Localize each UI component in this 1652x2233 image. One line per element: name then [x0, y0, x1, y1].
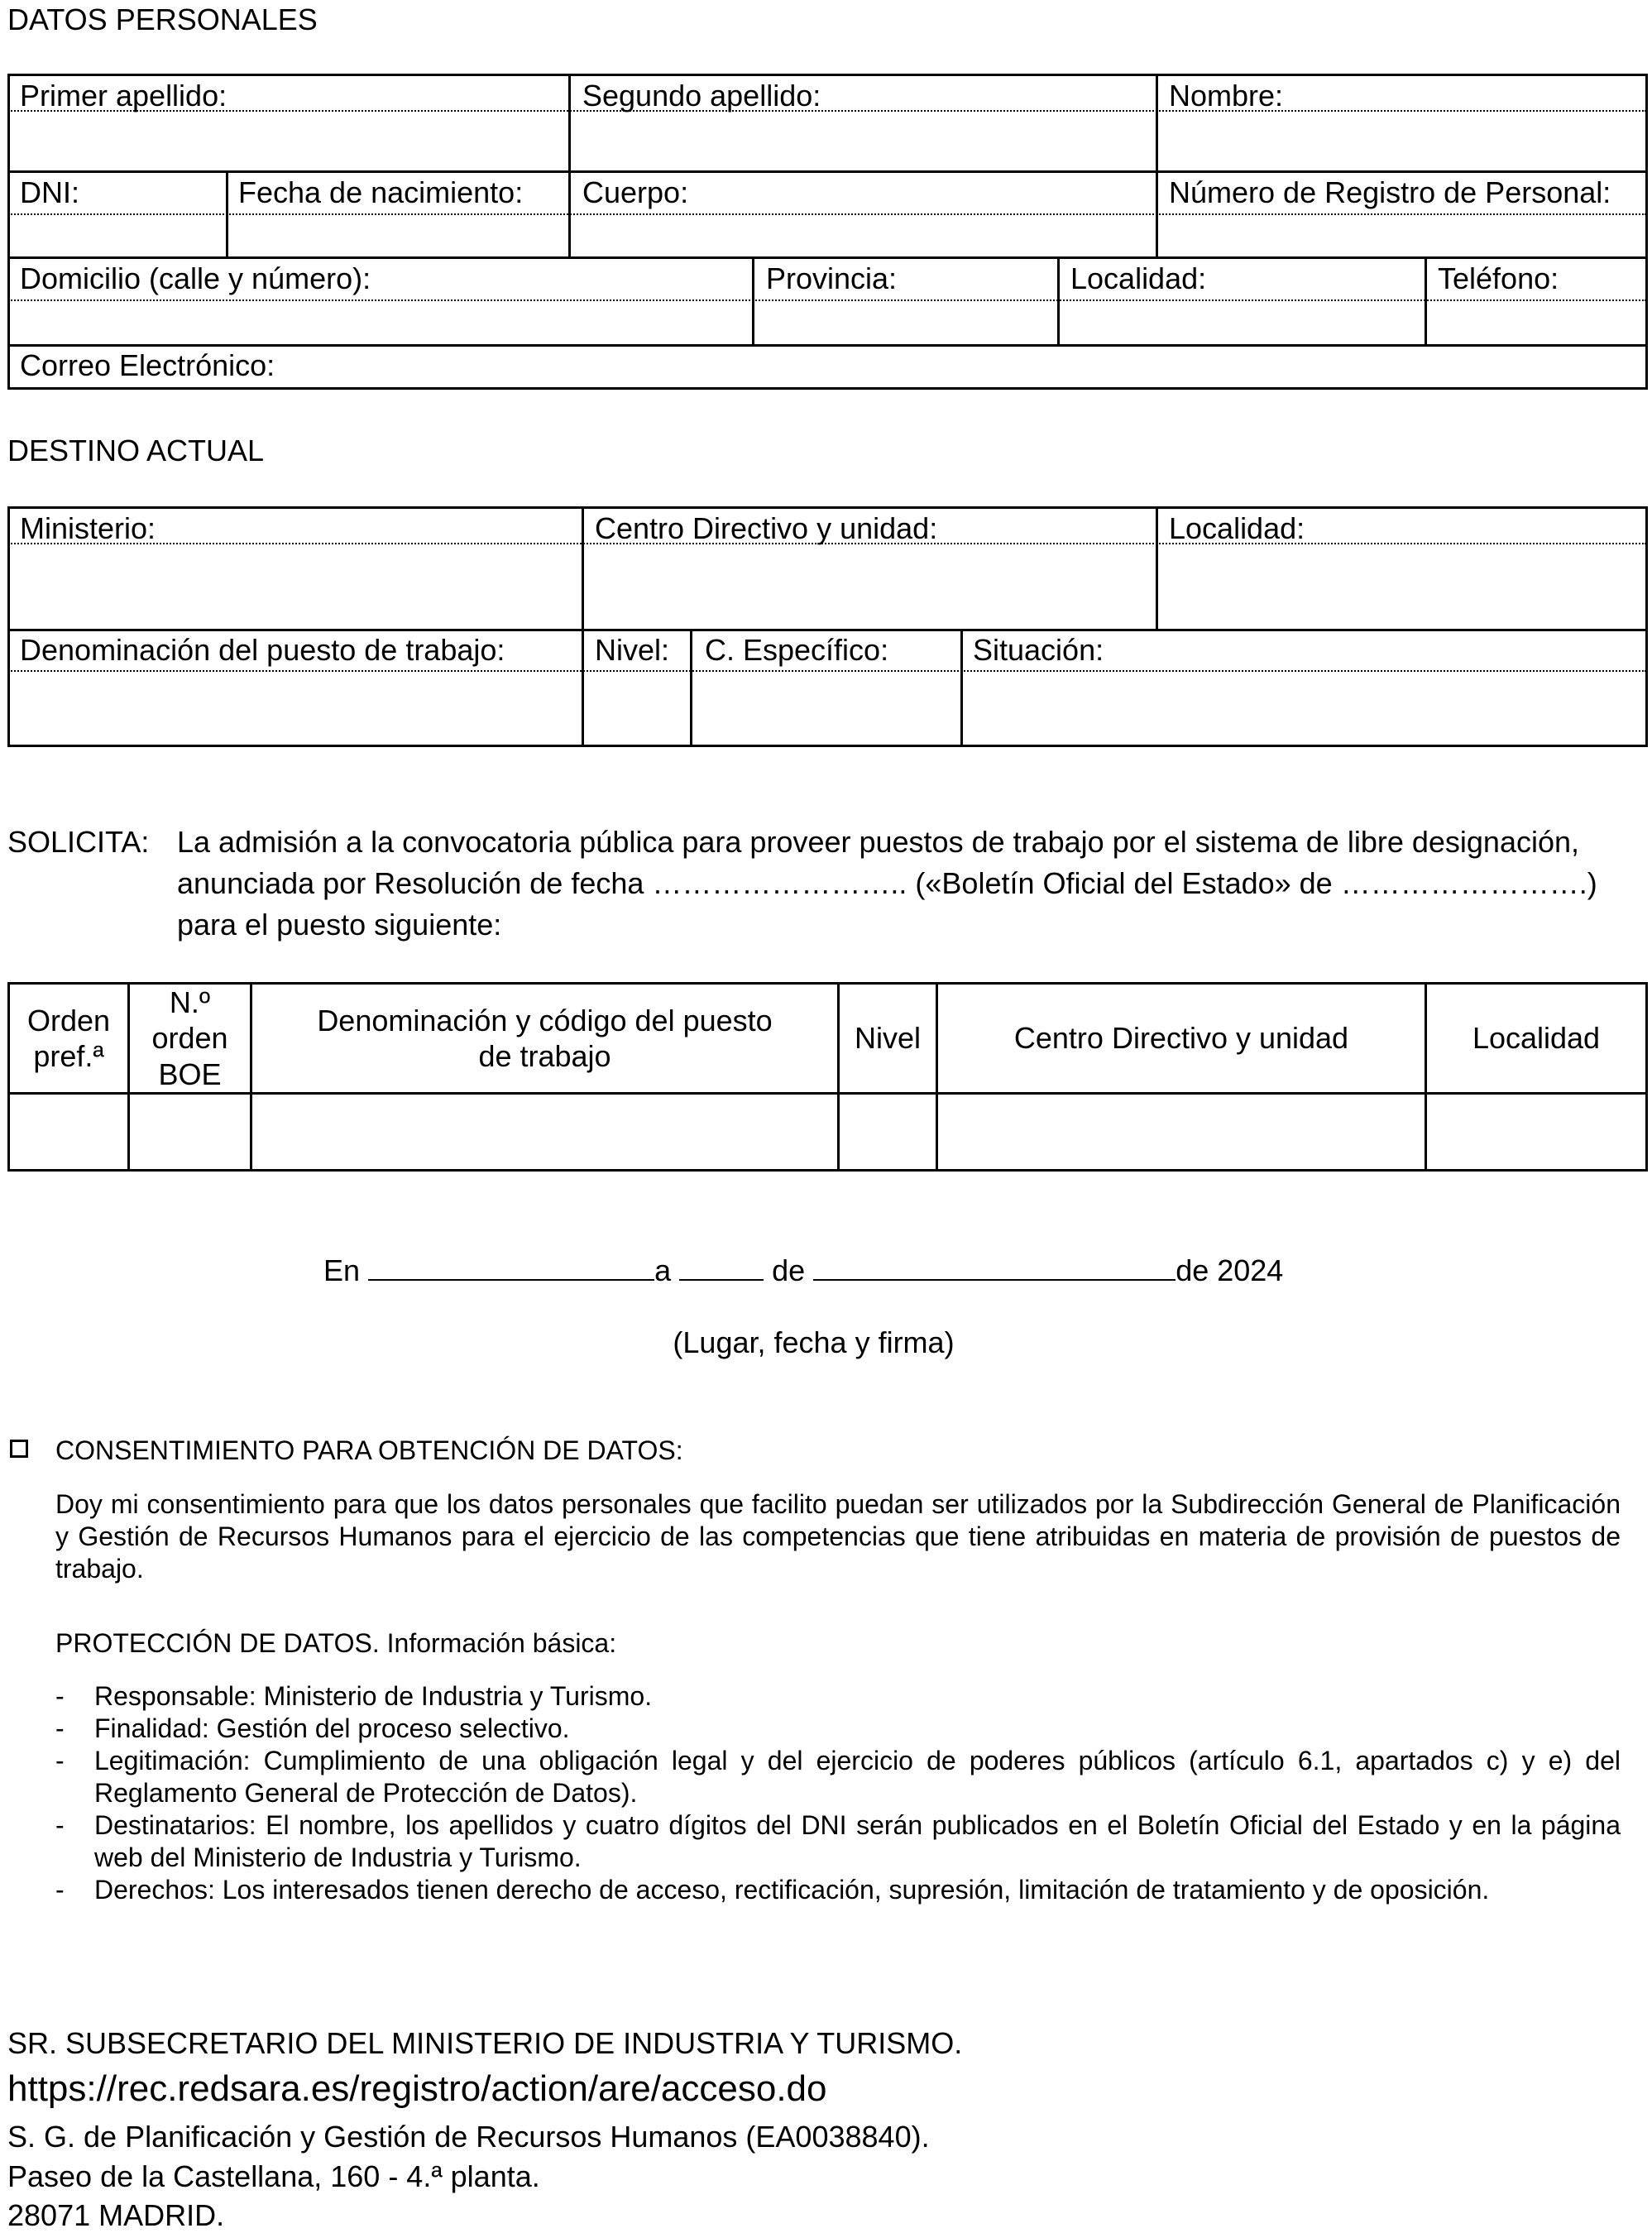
telefono-field[interactable]: [1429, 302, 1645, 343]
label-localidad: Localidad:: [1070, 261, 1207, 295]
label-situacion: Situación:: [973, 633, 1104, 667]
label-ministerio: Ministerio:: [20, 511, 156, 545]
provincia-field[interactable]: [756, 302, 1056, 343]
solicita-line-1: La admisión a la convocatoria pública para proveer puestos de trabajo por el sistema de libre designación,: [177, 825, 1580, 859]
consent-checkbox[interactable]: [10, 1440, 28, 1458]
data-protection-item: - Legitimación: Cumplimiento de una obligación legal y del ejercicio de poderes públicos (artículo 6.1, apartados c) y e) del Reglamento General de Protección de Datos).: [55, 1746, 1621, 1809]
street-address: Paseo de la Castellana, 160 - 4.ª planta.: [7, 2159, 540, 2193]
data-protection-item: - Responsable: Ministerio de Industria y Turismo.: [55, 1681, 653, 1711]
denominacion-field[interactable]: [10, 673, 580, 745]
unit-name: S. G. de Planificación y Gestión de Recursos Humanos (EA0038840).: [7, 2120, 930, 2154]
section-title-destino: DESTINO ACTUAL: [7, 434, 265, 467]
data-protection-list: [55, 1680, 1621, 1906]
dni-field[interactable]: [10, 216, 224, 255]
primer-apellido-field[interactable]: [10, 113, 567, 169]
label-denominacion: Denominación del puesto de trabajo:: [20, 633, 505, 667]
addressee: SR. SUBSECRETARIO DEL MINISTERIO DE INDUSTRIA Y TURISMO.: [7, 2026, 963, 2060]
label-segundo-apellido: Segundo apellido:: [582, 79, 821, 113]
consent-text: Doy mi consentimiento para que los datos personales que facilito puedan ser utilizados por la Subdirección General de Planificación y Gestión de Recursos Humanos para el ejercicio de las competencias que tiene atribuidas en materia de provisión de puestos de trabajo.: [55, 1489, 1621, 1584]
cell-centro[interactable]: [938, 1095, 1425, 1169]
label-especifico: C. Específico:: [705, 633, 889, 667]
signature-en-label: En: [323, 1253, 361, 1287]
nrp-field[interactable]: [1160, 216, 1645, 255]
data-protection-title: PROTECCIÓN DE DATOS. Información básica:: [55, 1628, 617, 1658]
data-protection-item: - Destinatarios: El nombre, los apellidos y cuatro dígitos del DNI serán publicados en el Boletín Oficial del Estado y en la página web del Ministerio de Industria y Turismo.: [55, 1810, 1621, 1873]
cell-localidad[interactable]: [1427, 1095, 1645, 1169]
solicita-label: SOLICITA:: [7, 825, 150, 859]
label-provincia: Provincia:: [766, 261, 898, 295]
label-correo: Correo Electrónico:: [20, 348, 275, 382]
especifico-field[interactable]: [694, 673, 959, 745]
nombre-field[interactable]: [1160, 113, 1645, 169]
localidad-field[interactable]: [1061, 302, 1423, 343]
col-header-localidad: Localidad: [1472, 1021, 1601, 1056]
label-cuerpo: Cuerpo:: [582, 175, 689, 209]
signature-day-blank[interactable]: [679, 1249, 764, 1281]
label-dni: DNI:: [20, 175, 79, 209]
localidad-destino-field[interactable]: [1160, 545, 1645, 627]
correo-field[interactable]: [298, 347, 1645, 387]
cell-denominacion[interactable]: [252, 1095, 837, 1169]
signature-month-blank[interactable]: [813, 1249, 1176, 1281]
registry-link[interactable]: https://rec.redsara.es/registro/action/are/acceso.do: [7, 2068, 827, 2109]
signature-de-label: de: [772, 1253, 806, 1287]
city: 28071 MADRID.: [7, 2198, 225, 2232]
cell-orden[interactable]: [10, 1095, 127, 1169]
label-centro-directivo: Centro Directivo y unidad:: [595, 511, 938, 545]
centro-directivo-field[interactable]: [586, 545, 1154, 627]
col-header-numero-orden: N.º orden BOE: [151, 985, 228, 1091]
cell-nivel[interactable]: [840, 1095, 936, 1169]
label-telefono: Teléfono:: [1438, 261, 1559, 295]
label-nombre: Nombre:: [1169, 79, 1284, 113]
label-nivel: Nivel:: [595, 633, 670, 667]
ministerio-field[interactable]: [10, 545, 580, 627]
domicilio-field[interactable]: [10, 302, 750, 343]
data-protection-item: - Derechos: Los interesados tienen derecho de acceso, rectificación, supresión, limitación de tratamiento y de oposición.: [55, 1875, 1490, 1905]
col-header-centro: Centro Directivo y unidad: [1013, 1021, 1349, 1056]
signature-caption: (Lugar, fecha y firma): [673, 1325, 955, 1359]
col-header-nivel: Nivel: [854, 1021, 921, 1056]
signature-year: de 2024: [1176, 1253, 1284, 1287]
consent-title: CONSENTIMIENTO PARA OBTENCIÓN DE DATOS:: [55, 1435, 683, 1465]
cuerpo-field[interactable]: [572, 216, 1154, 255]
label-primer-apellido: Primer apellido:: [20, 79, 227, 113]
col-header-denominacion: Denominación y código del puesto de trabajo: [317, 1003, 773, 1073]
signature-line: [323, 1249, 1283, 1288]
fecha-nacimiento-field[interactable]: [230, 216, 567, 255]
signature-place-blank[interactable]: [368, 1249, 654, 1281]
col-header-orden: Orden pref.ª: [26, 1003, 111, 1073]
data-protection-item: - Finalidad: Gestión del proceso selectivo.: [55, 1713, 570, 1744]
label-fecha-nacimiento: Fecha de nacimiento:: [238, 175, 524, 209]
section-title-personal: DATOS PERSONALES: [7, 2, 318, 36]
label-nrp: Número de Registro de Personal:: [1169, 175, 1611, 209]
situacion-field[interactable]: [965, 673, 1645, 745]
solicita-line-2: anunciada por Resolución de fecha …………………….. («Boletín Oficial del Estado» de …………………….): [177, 866, 1597, 900]
solicita-line-3: para el puesto siguiente:: [177, 908, 502, 942]
signature-a-label: a: [654, 1253, 672, 1287]
label-domicilio: Domicilio (calle y número):: [20, 261, 371, 295]
nivel-field[interactable]: [586, 673, 688, 745]
segundo-apellido-field[interactable]: [572, 113, 1154, 169]
cell-numero-orden[interactable]: [130, 1095, 250, 1169]
label-localidad-destino: Localidad:: [1169, 511, 1305, 545]
